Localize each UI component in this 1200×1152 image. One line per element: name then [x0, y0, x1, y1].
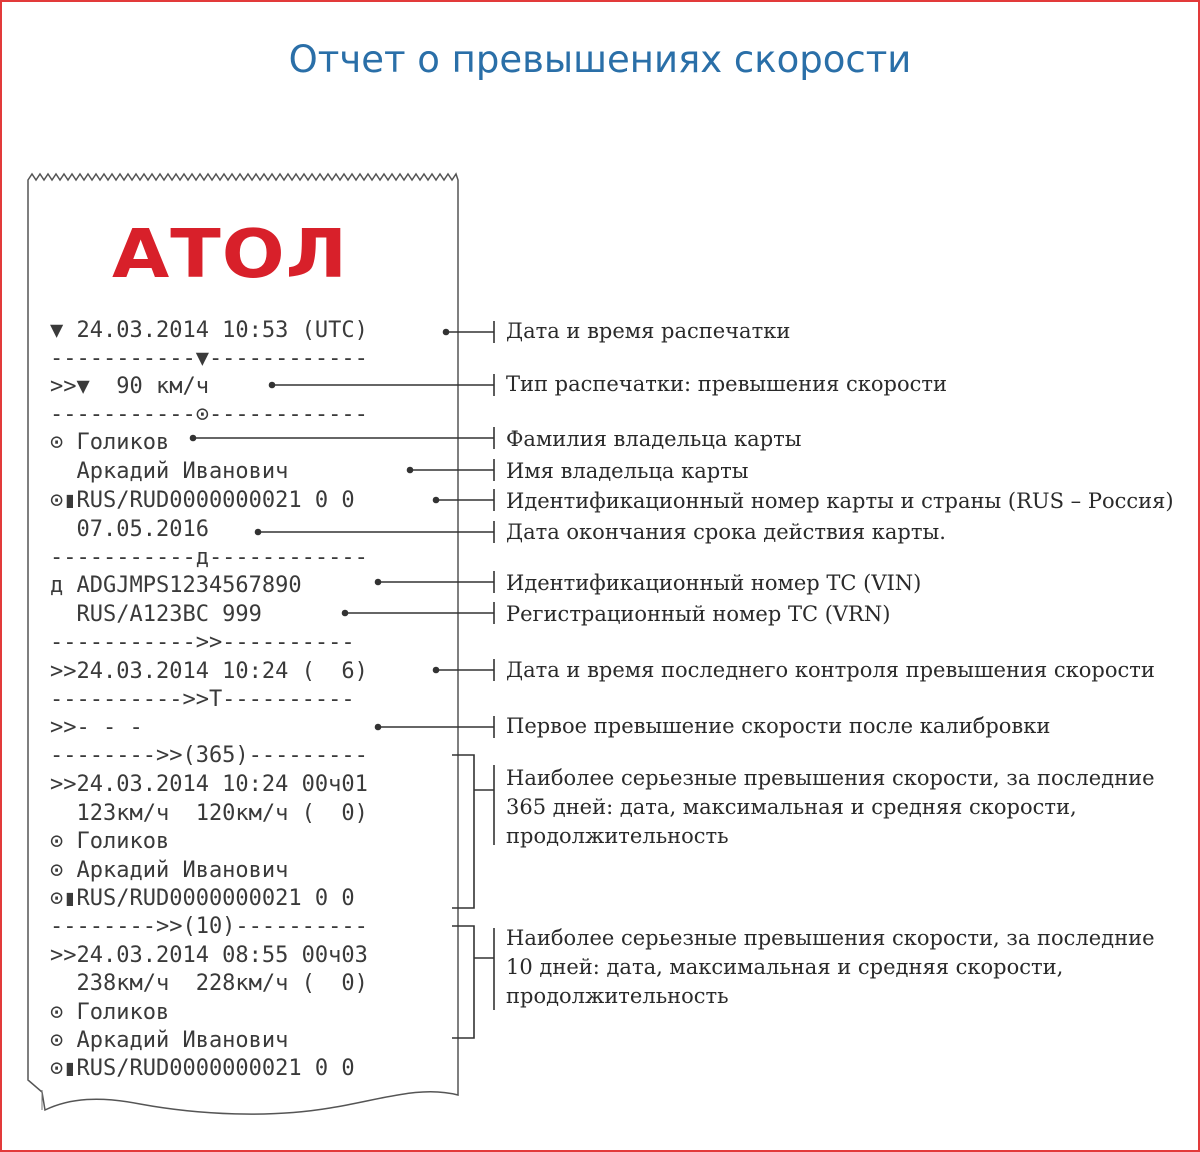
annotation-first-overspeed: Первое превышение скорости после калибровки	[506, 714, 1051, 738]
receipt-365-speeds: 123км/ч 120км/ч ( 0)	[50, 801, 368, 826]
receipt-365-name: ⊙ Аркадий Иванович	[50, 858, 289, 883]
annotation-print-datetime: Дата и время распечатки	[506, 319, 791, 343]
receipt-separator: -----------д------------	[50, 545, 368, 570]
receipt-separator: ---------->>T----------	[50, 687, 355, 712]
annotation-card-id: Идентификационный номер карты и страны (RUS – Россия)	[506, 489, 1174, 513]
receipt-365-card-id: ⊙▮RUS/RUD0000000021 0 0	[50, 886, 355, 911]
receipt-separator: -----------▼------------	[50, 346, 368, 371]
receipt-10-datetime: >>24.03.2014 08:55 00ч03	[50, 943, 368, 968]
receipt-card-name: Аркадий Иванович	[50, 459, 289, 484]
page-title: Отчет о превышениях скорости	[288, 38, 912, 81]
annotation-card-surname: Фамилия владельца карты	[506, 427, 802, 451]
annotation-vrn: Регистрационный номер ТС (VRN)	[506, 602, 891, 626]
annotation-last-control: Дата и время последнего контроля превышения скорости	[506, 658, 1155, 682]
receipt-separator: -------->>(365)---------	[50, 743, 368, 768]
annotation-365-line3: продолжительность	[506, 824, 729, 848]
annotation-card-name: Имя владельца карты	[506, 459, 749, 483]
receipt-10-surname: ⊙ Голиков	[50, 1000, 170, 1025]
annotation-365-line1: Наиболее серьезные превышения скорости, за последние	[506, 766, 1155, 790]
annotation-365-line2: 365 дней: дата, максимальная и средняя скорости,	[506, 795, 1077, 819]
receipt-separator: ----------->>----------	[50, 630, 355, 655]
receipt-card-surname: ⊙ Голиков	[50, 430, 170, 455]
receipt-card-id: ⊙▮RUS/RUD0000000021 0 0	[50, 488, 355, 513]
receipt-printout-type: >>▼ 90 км/ч	[50, 374, 209, 399]
annotation-card-expiry: Дата окончания срока действия карты.	[506, 520, 946, 544]
receipt-vin: д ADGJMPS1234567890	[50, 573, 302, 598]
receipt-last-control: >>24.03.2014 10:24 ( 6)	[50, 659, 368, 684]
receipt-print-datetime: ▼ 24.03.2014 10:53 (UTC)	[50, 318, 368, 343]
receipt-365-datetime: >>24.03.2014 10:24 00ч01	[50, 772, 368, 797]
receipt-10-speeds: 238км/ч 228км/ч ( 0)	[50, 971, 368, 996]
receipt-vrn: RUS/A123BC 999	[50, 602, 262, 627]
receipt-10-name: ⊙ Аркадий Иванович	[50, 1028, 289, 1053]
receipt-separator: -----------⊙------------	[50, 402, 368, 427]
receipt-10-card-id: ⊙▮RUS/RUD0000000021 0 0	[50, 1056, 355, 1081]
company-logo: АТОЛ	[112, 216, 349, 294]
annotation-10-line1: Наиболее серьезные превышения скорости, за последние	[506, 926, 1155, 950]
receipt-365-surname: ⊙ Голиков	[50, 829, 170, 854]
annotation-10-line3: продолжительность	[506, 984, 729, 1008]
annotation-printout-type: Тип распечатки: превышения скорости	[506, 372, 947, 396]
receipt-first-overspeed: >>- - -	[50, 715, 143, 740]
receipt-card-expiry: 07.05.2016	[50, 517, 209, 542]
receipt-separator: -------->>(10)----------	[50, 914, 368, 939]
annotation-10-line2: 10 дней: дата, максимальная и средняя скорости,	[506, 955, 1064, 979]
annotation-vin: Идентификационный номер ТС (VIN)	[506, 571, 922, 595]
